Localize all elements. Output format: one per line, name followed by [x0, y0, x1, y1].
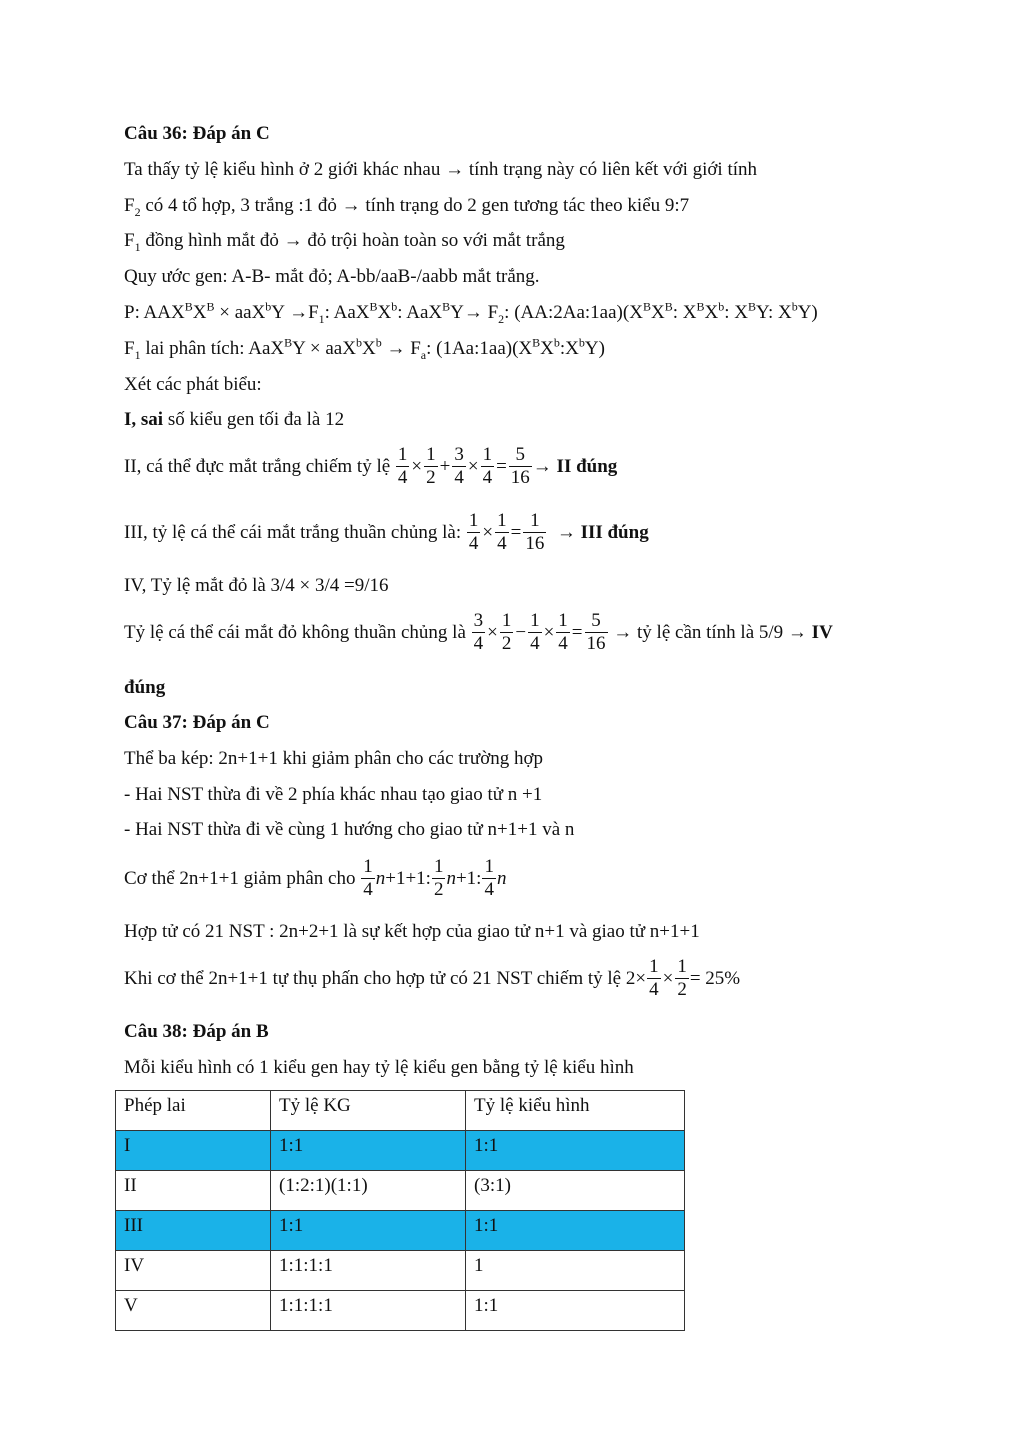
fraction: $\frac{1}{4}$ [530, 610, 540, 654]
q36-claims-intro: Xét các phát biểu: [124, 374, 262, 395]
fraction: $\frac{3}{4}$ [454, 444, 464, 488]
q37-line2: - Hai NST thừa đi về 2 phía khác nhau tạo giao tử n +1 [124, 784, 543, 805]
cross-ratio-table [115, 1090, 685, 1331]
q36-line1: Ta thấy tỷ lệ kiểu hình ở 2 giới khác nhau → tính trạng này có liên kết với giới tính [124, 159, 758, 180]
q36-claim-4: IV, Tỷ lệ mắt đỏ là 3/4 × 3/4 =9/16 [124, 575, 389, 596]
q36-claim-2: II, cá thể đực mắt trắng chiếm tỷ lệ $\frac{1}{4}$ × $\frac{1}{2}$ + $\frac{3}{4}$ × $\frac{1}{4}$ = $\frac{5}{16}$ → II đúng [124, 444, 618, 488]
table-cell: IV [116, 1251, 271, 1291]
q37-line5: Hợp tử có 21 NST : 2n+2+1 là sự kết hợp của giao tử n+1 và giao tử n+1+1 [124, 921, 700, 942]
fraction: $\frac{1}{4}$ [649, 956, 659, 1000]
table-header-row [116, 1091, 685, 1131]
table-row [116, 1211, 685, 1251]
table-row [116, 1291, 685, 1331]
fraction: $\frac{1}{2}$ [501, 610, 512, 654]
fraction: $\frac{3}{4}$ [473, 610, 484, 654]
q36-claim-5-tail: đúng [124, 677, 166, 698]
table-cell: II [116, 1171, 271, 1211]
q36-claim-1: I, sai số kiểu gen tối đa là 12 [124, 409, 345, 430]
table-cell: 1:1:1:1 [271, 1291, 466, 1331]
q36-line4: Quy ước gen: A-B- mắt đỏ; A-bb/aaB-/aabb mắt trắng. [124, 266, 540, 287]
q36-claim-5: Tỷ lệ cá thể cái mắt đỏ không thuần chủng là $\frac{3}{4}$ × $\frac{1}{2}$ − $\frac{1}{4}$ × $\frac{1}{4}$ = $\frac{5}{16}$ → tỷ lệ cần tính là 5/9 → IV [124, 610, 833, 654]
table-cell: 1:1 [466, 1131, 685, 1171]
table-cell: I [116, 1131, 271, 1171]
q36-cross-p: P: $AAX^BX^B \times aaX^bY \to F_1$: $AaX^BX^b$: $AaX^BY\to F_2$: $(AA:2Aa:1aa)(X^BX^B$: $X^BX^b$: $X^BY$: $X^bY$) [124, 299, 818, 326]
fraction: $\frac{5}{16}$ [586, 610, 606, 654]
q37-line4: Cơ thể 2n+1+1 giảm phân cho $\frac{1}{4}$ n+1+1: $\frac{1}{2}$ n+1: $\frac{1}{4}$ n [124, 856, 507, 900]
table-header-cell: Phép lai [116, 1091, 271, 1131]
fraction: $\frac{1}{4}$ [497, 510, 507, 554]
table-cell: 1:1 [466, 1211, 685, 1251]
fraction: $\frac{1}{2}$ [433, 856, 444, 900]
fraction: $\frac{5}{16}$ [510, 444, 530, 488]
q36-claim-3: III, tỷ lệ cá thể cái mắt trắng thuần chủng là: $\frac{1}{4}$ × $\frac{1}{4}$ = $\frac{1}{16}$ → III đúng [124, 510, 649, 554]
table-cell: 1:1 [466, 1291, 685, 1331]
fraction: $\frac{1}{4}$ [397, 444, 408, 488]
q38-title: Câu 38: Đáp án B [124, 1021, 269, 1042]
table-cell: 1:1 [271, 1211, 466, 1251]
table-cell: III [116, 1211, 271, 1251]
table-cell: 1 [466, 1251, 685, 1291]
fraction: $\frac{1}{4}$ [558, 610, 568, 654]
q37-line3: - Hai NST thừa đi về cùng 1 hướng cho giao tử n+1+1 và n [124, 819, 575, 840]
table-row [116, 1171, 685, 1211]
table-header-cell: Tỷ lệ kiểu hình [466, 1091, 685, 1131]
q37-title: Câu 37: Đáp án C [124, 712, 270, 733]
fraction: $\frac{1}{16}$ [525, 510, 545, 554]
table-cell: V [116, 1291, 271, 1331]
fraction: $\frac{1}{2}$ [677, 956, 687, 1000]
table-row [116, 1251, 685, 1291]
table-cell: 1:1 [271, 1131, 466, 1171]
q36-line2: $F_2$ có 4 tổ hợp, 3 trắng :1 đỏ → tính trạng do 2 gen tương tác theo kiểu 9:7 [124, 195, 690, 219]
fraction: $\frac{1}{4}$ [363, 856, 373, 900]
fraction: $\frac{1}{4}$ [482, 444, 493, 488]
q37-line1: Thể ba kép: 2n+1+1 khi giảm phân cho các trường hợp [124, 748, 544, 769]
fraction: $\frac{1}{4}$ [484, 856, 494, 900]
table-header-cell: Tỷ lệ KG [271, 1091, 466, 1131]
table-row [116, 1131, 685, 1171]
q36-line3: $F_1$ đồng hình mắt đỏ → đỏ trội hoàn toàn so với mắt trắng [124, 230, 565, 254]
table-cell: 1:1:1:1 [271, 1251, 466, 1291]
fraction: $\frac{1}{4}$ [468, 510, 479, 554]
table-cell: (1:2:1)(1:1) [271, 1171, 466, 1211]
q37-line6: Khi cơ thể 2n+1+1 tự thụ phấn cho hợp tử có 21 NST chiếm tỷ lệ 2× $\frac{1}{4}$ × $\frac{1}{2}$ = 25% [124, 956, 741, 1000]
fraction: $\frac{1}{2}$ [426, 444, 436, 488]
q38-line1: Mỗi kiểu hình có 1 kiểu gen hay tỷ lệ kiểu gen bằng tỷ lệ kiểu hình [124, 1057, 634, 1078]
q36-title: Câu 36: Đáp án C [124, 123, 270, 144]
q36-testcross: $F_1$ lai phân tích: $AaX^BY \times aaX^bX^b \to F_a$: $(1Aa:1aa)(X^BX^b:X^bY)$ [124, 335, 605, 362]
table-cell: (3:1) [466, 1171, 685, 1211]
